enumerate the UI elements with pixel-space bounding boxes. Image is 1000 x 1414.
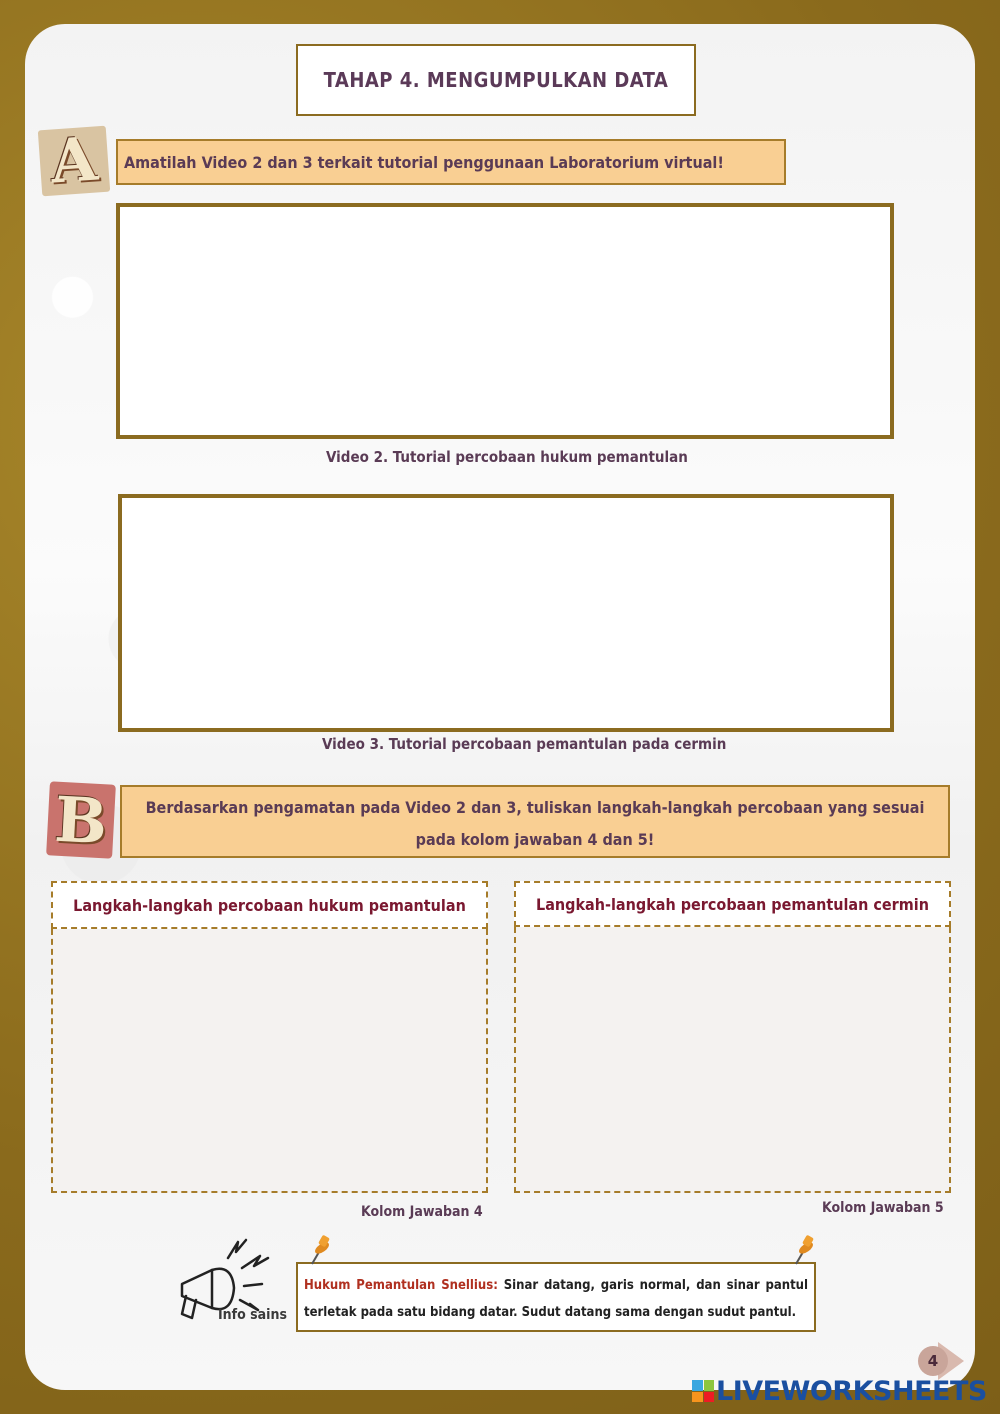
liveworksheets-brand: LIVEWORKSHEETS — [716, 1375, 987, 1407]
answer-5-label: Kolom Jawaban 5 — [822, 1200, 944, 1216]
liveworksheets-logo — [692, 1376, 987, 1406]
pushpin-icon — [790, 1232, 818, 1268]
section-b-badge: B — [46, 781, 116, 858]
info-term: Hukum Pemantulan Snellius: — [304, 1278, 498, 1293]
page-title: TAHAP 4. MENGUMPULKAN DATA — [296, 44, 696, 116]
answer-4-header: Langkah-langkah percobaan hukum pemantulan — [51, 881, 488, 929]
pushpin-icon — [306, 1232, 334, 1268]
info-box — [296, 1262, 816, 1332]
section-a-badge: A — [38, 126, 110, 197]
video-2-player[interactable] — [116, 203, 894, 439]
answer-4-field[interactable] — [51, 929, 488, 1193]
liveworksheets-logo-icon — [692, 1380, 714, 1402]
section-a-instruction: Amatilah Video 2 dan 3 terkait tutorial penggunaan Laboratorium virtual! — [116, 139, 786, 185]
page-number: 4 — [918, 1346, 948, 1376]
answer-4-label: Kolom Jawaban 4 — [361, 1204, 483, 1220]
section-b-instruction: Berdasarkan pengamatan pada Video 2 dan 3, tuliskan langkah-langkah percobaan yang sesuai pada kolom jawaban 4 dan 5! — [120, 785, 950, 858]
video-2-caption: Video 2. Tutorial percobaan hukum pemantulan — [326, 448, 688, 466]
info-text: Sinar datang, garis normal, dan sinar pantul terletak pada satu bidang datar. Sudut datang sama dengan sudut pantul. — [304, 1278, 808, 1320]
video-3-caption: Video 3. Tutorial percobaan pemantulan pada cermin — [322, 735, 727, 753]
info-sains-label: Info sains — [218, 1307, 287, 1323]
answer-5-header: Langkah-langkah percobaan pemantulan cermin — [514, 881, 951, 927]
video-3-player[interactable] — [118, 494, 894, 732]
answer-5-field[interactable] — [514, 927, 951, 1193]
